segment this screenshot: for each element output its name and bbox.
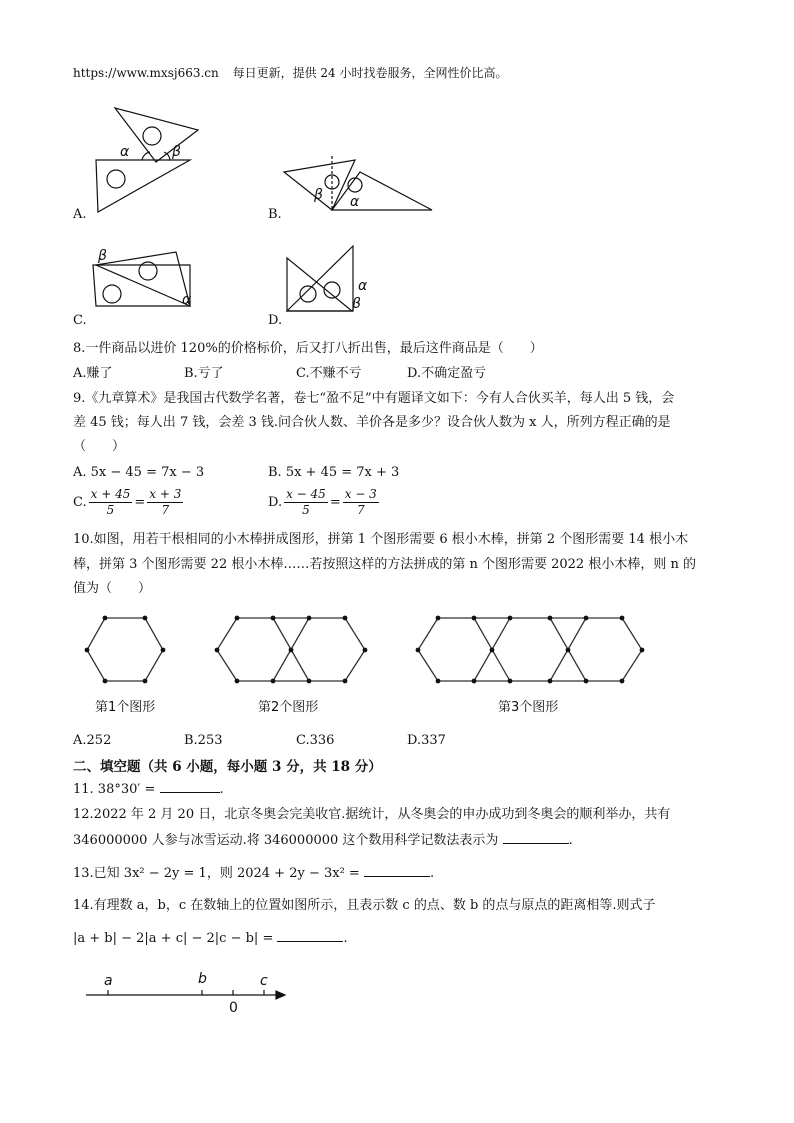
fig2-left-edges xyxy=(217,618,237,681)
numerator: x + 45 xyxy=(90,487,131,501)
q9-option-c-right-fraction xyxy=(147,487,183,518)
figure-c xyxy=(93,252,190,306)
q11-answer-blank[interactable] xyxy=(160,780,220,793)
header-tagline: 每日更新，提供 24 小时找卷服务，全网性价比高。 xyxy=(232,66,508,80)
q9-stem-line1: 9.《九章算术》是我国古代数学名著，卷七“盈不足”中有题译文如下：今有人合伙买羊，每人出 5 钱，会 xyxy=(73,391,675,406)
fig-d-triangle-2 xyxy=(287,246,353,311)
fig2-label: 第2个图形 xyxy=(258,700,319,715)
q10-stem-line1: 10.如图，用若干根相同的小木棒拼成图形，拼第 1 个图形需要 6 根小木棒，拼第 2 个图形需要 14 根小木 xyxy=(73,532,689,547)
q9-stem-line2: 差 45 钱；每人出 7 钱，会差 3 钱.问合伙人数、羊价各是多少？设合伙人数为 x 人，所列方程正确的是 xyxy=(73,415,671,430)
q8-option-b: B.亏了 xyxy=(184,366,224,381)
q9-option-c xyxy=(73,487,185,518)
q12-line2-wrap xyxy=(73,831,573,850)
axis-arrow xyxy=(276,991,285,999)
q9-option-d-left-fraction xyxy=(284,487,328,518)
q12-answer-blank[interactable] xyxy=(503,831,569,844)
fig-d-circle-1 xyxy=(300,286,316,302)
option-a-label: A. xyxy=(73,207,87,222)
fig-a-circle-lower xyxy=(107,170,125,188)
q9-option-b: B. 5x + 45 = 7x + 3 xyxy=(268,465,400,480)
q13-answer-blank[interactable] xyxy=(364,864,430,877)
q9-option-a: A. 5x − 45 = 7x − 3 xyxy=(73,465,205,480)
equals-sign: = xyxy=(329,495,341,510)
q10-stem-line3: 值为（ ） xyxy=(73,581,152,596)
q8-option-d: D.不确定盈亏 xyxy=(407,366,487,381)
q9-option-c-label: C. xyxy=(73,495,87,510)
q9-option-d-right-fraction xyxy=(343,487,379,518)
label-c: c xyxy=(260,973,268,989)
hexagon-fig1 xyxy=(87,618,163,681)
denominator: 5 xyxy=(106,503,115,517)
denominator: 7 xyxy=(161,503,170,517)
figure-a xyxy=(96,108,198,212)
q14-answer-blank[interactable] xyxy=(277,929,343,942)
q13-text: 13.已知 3x² − 2y = 1，则 2024 + 2y − 3x² = xyxy=(73,866,360,881)
q12-line2: 346000000 人参与冰雪运动.将 346000000 这个数用科学记数法表示为 xyxy=(73,833,499,848)
label-b: b xyxy=(198,971,207,987)
q14-end: . xyxy=(343,931,348,946)
q10-stem-line2: 棒，拼第 3 个图形需要 22 根小木棒……若按照这样的方法拼成的第 n 个图形需要 2022 根小木棒，则 n 的 xyxy=(73,557,696,572)
fig3-right-edges xyxy=(622,618,642,681)
q12-line1: 12.2022 年 2 月 20 日，北京冬奥会完美收官.据统计，从冬奥会的申办成功到冬奥会的顺利举办，共有 xyxy=(73,807,671,822)
section-2-title: 二、填空题（共 6 小题，每小题 3 分，共 18 分） xyxy=(73,759,382,775)
fig-b-beta: β xyxy=(314,187,323,203)
q10-option-c: C.336 xyxy=(296,733,335,748)
denominator: 5 xyxy=(302,503,310,517)
fig3-label: 第3个图形 xyxy=(498,700,559,715)
q9-option-c-left-fraction xyxy=(89,487,133,518)
q10-option-b: B.253 xyxy=(184,733,223,748)
q9-option-d xyxy=(268,487,381,518)
fig-a-beta-arc xyxy=(164,152,170,160)
fig-d-alpha: α xyxy=(358,278,368,294)
fig3-left-edges xyxy=(418,618,438,681)
q10-option-d: D.337 xyxy=(407,733,446,748)
q9-option-d-label: D. xyxy=(268,495,283,510)
q10-figures xyxy=(80,612,660,722)
q12-end: . xyxy=(568,833,573,848)
q11-text: 11. 38°30′ = xyxy=(73,782,156,797)
q13-end: . xyxy=(429,866,435,881)
fig-a-circle-upper xyxy=(143,127,161,145)
q14-expression: |a + b| − 2|a + c| − 2|c − b| = xyxy=(73,931,274,946)
fig-d-beta: β xyxy=(352,296,361,312)
q8-option-c: C.不赚不亏 xyxy=(296,366,362,381)
q8-stem: 8.一件商品以进价 120%的价格标价，后又打八折出售，最后这件商品是（ ） xyxy=(73,341,543,356)
option-d-label: D. xyxy=(268,313,283,328)
numerator: x − 3 xyxy=(344,487,377,501)
q8-option-a: A.赚了 xyxy=(73,366,113,381)
equals-sign: = xyxy=(134,495,146,510)
q11-end: . xyxy=(219,782,224,797)
option-b-label: B. xyxy=(268,207,282,222)
denominator: 7 xyxy=(356,503,365,517)
numerator: x + 3 xyxy=(149,487,182,501)
option-c-label: C. xyxy=(73,313,87,328)
fig-b-alpha: α xyxy=(350,194,360,210)
number-line xyxy=(80,968,300,1018)
fig1-label: 第1个图形 xyxy=(95,700,156,715)
q9-stem-line3: （ ） xyxy=(73,439,126,454)
fig-a-alpha: α xyxy=(120,144,130,160)
q14-line1: 14.有理数 a，b，c 在数轴上的位置如图所示，且表示数 c 的点、数 b 的点与原点的距离相等.则式子 xyxy=(73,898,656,913)
q11 xyxy=(73,780,224,799)
label-zero: 0 xyxy=(229,1000,238,1016)
fig-c-beta: β xyxy=(98,248,107,264)
fig2-right-edges xyxy=(345,618,365,681)
figure-d xyxy=(287,246,353,311)
q14-line2-wrap xyxy=(73,929,348,948)
q13 xyxy=(73,864,434,883)
label-a: a xyxy=(104,973,113,989)
header-url: https://www.mxsj663.cn xyxy=(73,66,219,80)
fig-c-alpha: α xyxy=(182,292,192,308)
header-line xyxy=(73,64,507,81)
fig-c-circle-1 xyxy=(103,285,121,303)
fig-d-triangle-1 xyxy=(287,258,352,311)
numerator: x − 45 xyxy=(286,487,326,501)
fig-a-beta: β xyxy=(172,144,181,160)
q10-option-a: A.252 xyxy=(73,733,112,748)
